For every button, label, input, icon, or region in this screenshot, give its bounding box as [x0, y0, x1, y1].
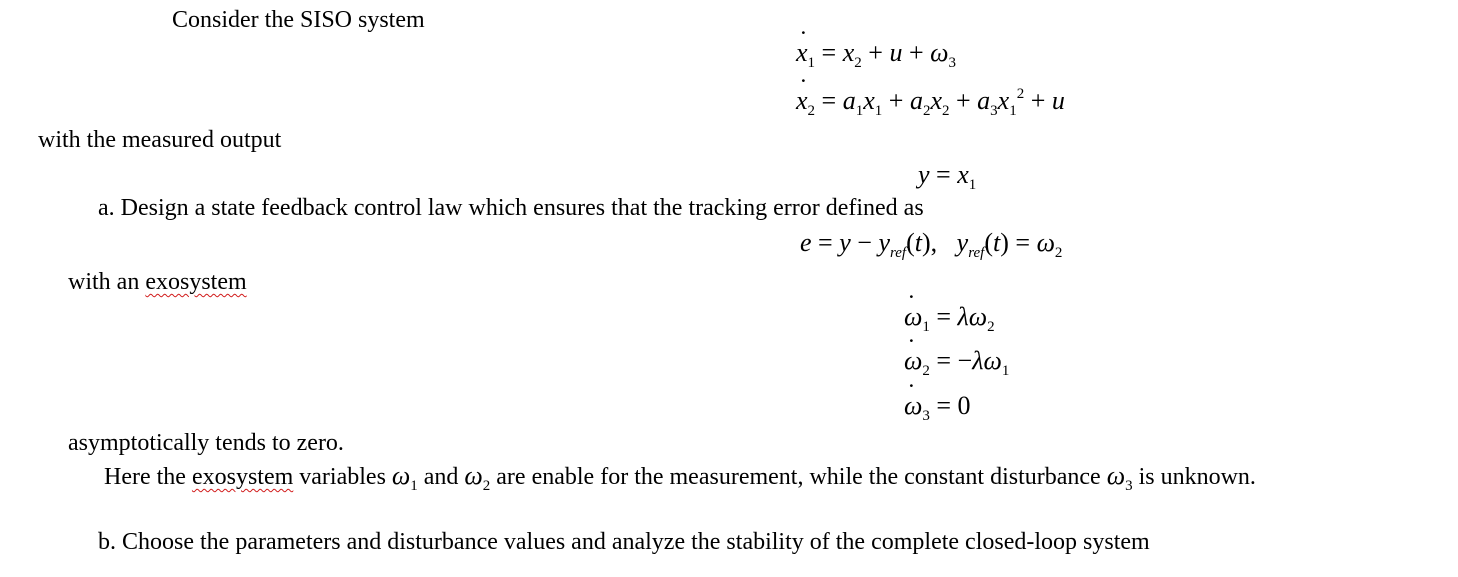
equation-omega1-dot: ˙ $\omega_1 = \lambda\omega_2$: [904, 304, 995, 330]
equation-tracking-error: $e = y - y_{ref}(t)$, $y_{ref}(t) = \omega_2$: [800, 228, 1063, 261]
intro-line: Consider the SISO system: [172, 7, 425, 33]
exosystem-lead-text: with an: [68, 269, 146, 295]
measurement-line: Here the exosystem variables $\omega_1$ and $\omega_2$ are enable for the measurement, while the constant disturbance $\omega_3$ is unknown.: [104, 461, 1256, 494]
equation-x1-dot: ˙ $x_1 = x_2 + u + \omega_3$: [796, 40, 956, 66]
here-end-text: is unknown.: [1132, 464, 1256, 490]
exosystem-word-spellcheck: exosystem: [145, 269, 247, 295]
equation-output: $y = x_1$: [918, 160, 977, 193]
and-text: and: [423, 464, 459, 490]
here-mid1-text: variables: [293, 464, 392, 490]
here-mid2-text: are enable for the measurement, while the constant disturbance: [490, 464, 1107, 490]
cropped-heading-fragment: [258, 0, 314, 4]
here-exosystem-spellcheck: exosystem: [191, 464, 294, 490]
part-a-line: a. Design a state feedback control law which ensures that the tracking error defined as: [98, 195, 924, 221]
equation-x2-dot: ˙ $x_2 = a_1x_1 + a_2x_2 + a_3x_1^2 + u$: [796, 88, 1065, 114]
here-lead-text: Here the: [104, 464, 192, 490]
part-b-line: b. Choose the parameters and disturbance values and analyze the stability of the complete closed-loop system: [98, 529, 1150, 555]
equation-omega3-dot: ˙ $\omega_3 = 0$: [904, 393, 971, 419]
output-intro-line: with the measured output: [38, 127, 282, 153]
exosystem-intro-line: [68, 270, 247, 294]
asymptotic-line: asymptotically tends to zero.: [68, 430, 344, 456]
equation-omega2-dot: ˙ $\omega_2 = -\lambda\omega_1$: [904, 348, 1009, 374]
